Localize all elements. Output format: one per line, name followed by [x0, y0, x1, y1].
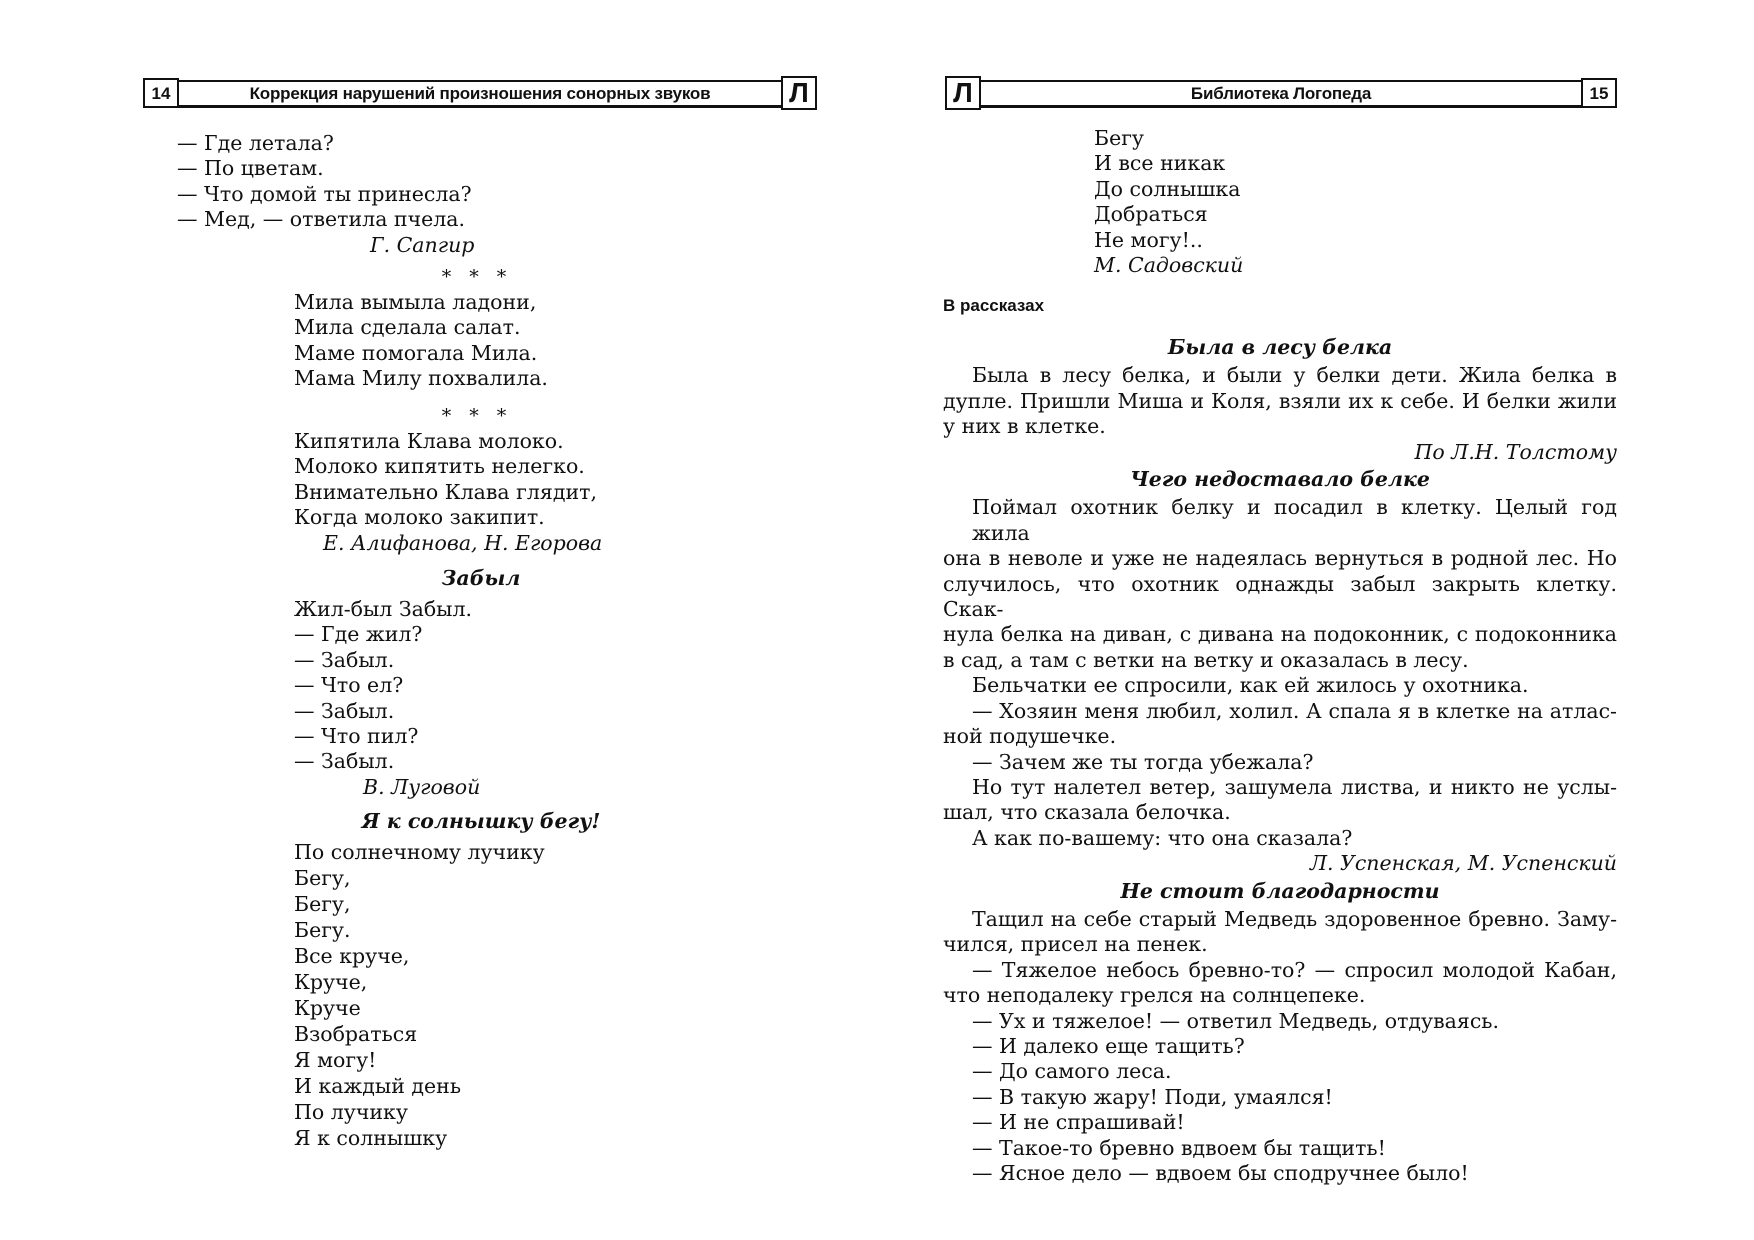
poem-block: [294, 597, 774, 800]
text-line: Поймал охотник белку и посадил в клетку. Целый год жила: [972, 495, 1617, 545]
poem-line: Все круче,: [294, 944, 410, 968]
text-line: что неподалеку грелся на солнцепеке.: [943, 983, 1366, 1008]
logopedia-logo: Л: [945, 76, 981, 110]
text-line: Но тут налетел ветер, зашумела листва, и никто не услы-: [972, 774, 1617, 799]
story-title: Была в лесу белка: [1167, 335, 1393, 359]
text-line: в сад, а там с ветки на ветку и оказалась в лесу.: [943, 647, 1469, 672]
poem-title: Забыл: [441, 566, 521, 590]
dialog-line: — Ясное дело — вдвоем бы сподручнее было!: [972, 1161, 1469, 1185]
text-line: Была в лесу белка, и были у белки дети. Жила белка в: [972, 363, 1617, 388]
poem-line: Круче: [294, 996, 361, 1020]
poem-line: — Забыл.: [294, 749, 395, 774]
poem-title: Я к солнышку бегу!: [361, 809, 601, 833]
poem-line: Я могу!: [294, 1048, 377, 1072]
text-line: у них в клетке.: [943, 414, 1106, 439]
poem-continuation: [1094, 126, 1544, 278]
stories-column: [943, 335, 1617, 1186]
text-line: — Мед, — ответила пчела.: [177, 207, 466, 232]
poem-line: Внимательно Клава глядит,: [294, 479, 597, 504]
logopedia-logo: Л: [781, 76, 817, 110]
poem-line: Не могу!..: [1094, 227, 1203, 252]
poem-line: — Что ел?: [294, 673, 404, 698]
poem-line: По лучику: [294, 1100, 408, 1124]
poem-line: И все никак: [1094, 151, 1226, 176]
text-line: — Зачем же ты тогда убежала?: [972, 749, 1314, 774]
dialog-line: — Ух и тяжелое! — ответил Медведь, отдуваясь.: [972, 1008, 1499, 1033]
poem-line: — Где жил?: [294, 622, 423, 647]
text-line: Тащил на себе старый Медведь здоровенное бревно. Заму-: [972, 906, 1617, 931]
poem-line: Кипятила Клава молоко.: [294, 429, 564, 453]
poem-line: Бегу,: [294, 892, 351, 916]
poem-line: До солнышка: [1094, 176, 1241, 201]
poem-line: Когда молоко закипит.: [294, 505, 545, 530]
poem-block: [294, 429, 774, 556]
text-line: А как по-вашему: что она сказала?: [972, 825, 1353, 850]
poem-line: Бегу,: [294, 866, 351, 890]
story-title: Не стоит благодарности: [1120, 878, 1440, 903]
poem-line: Мама Милу похвалила.: [294, 366, 548, 391]
page-number: 15: [1581, 78, 1617, 108]
right-page: [877, 0, 1754, 1240]
text-line: дупле. Пришли Миша и Коля, взяли их к себе. И белки жили: [943, 388, 1617, 413]
text-line: — Тяжелое небось бревно-то? — спросил молодой Кабан,: [972, 957, 1617, 982]
header-title: Коррекция нарушений произношения сонорных звуков: [177, 80, 783, 108]
poem-line: Мила сделала салат.: [294, 315, 521, 340]
poem-author: Г. Сапгир: [370, 232, 475, 257]
left-running-header: [143, 76, 817, 110]
poem-line: Круче,: [294, 970, 368, 994]
separator: * * *: [441, 266, 513, 288]
dialog-line: — И далеко еще тащить?: [972, 1033, 1245, 1058]
dialog-line: — До самого леса.: [972, 1059, 1172, 1084]
text-line: случилось, что охотник однажды забыл закрыть клетку. Скак-: [943, 571, 1617, 622]
header-title: Библиотека Логопеда: [979, 80, 1583, 108]
dialog-line: — И не спрашивай!: [972, 1110, 1185, 1135]
dialog-block: [177, 131, 777, 258]
poem-block: [294, 290, 774, 392]
section-heading: В рассказах: [943, 296, 1045, 315]
poem-line: Бегу.: [294, 918, 351, 942]
poem-line: Взобраться: [294, 1022, 418, 1046]
poem-line: Я к солнышку: [294, 1126, 448, 1150]
poem-line: По солнечному лучику: [294, 840, 545, 864]
story-title: Чего недоставало белке: [1130, 467, 1430, 492]
story-author: По Л.Н. Толстому: [1414, 439, 1617, 464]
dialog-line: — Такое-то бревно вдвоем бы тащить!: [972, 1135, 1386, 1160]
text-line: — Что домой ты принесла?: [177, 181, 472, 206]
text-line: — Хозяин меня любил, холил. А спала я в клетке на атлас-: [972, 698, 1617, 723]
poem-line: И каждый день: [294, 1074, 461, 1098]
poem-author: М. Садовский: [1094, 253, 1244, 278]
dialog-line: — В такую жару! Поди, умаялся!: [972, 1084, 1333, 1109]
poem-line: — Что пил?: [294, 724, 419, 749]
text-line: она в неволе и уже не надеялась вернуться в родной лес. Но: [943, 546, 1617, 571]
poem-author: Е. Алифанова, Н. Егорова: [323, 530, 603, 555]
text-line: шал, что сказала белочка.: [943, 800, 1231, 825]
text-line: нула белка на диван, с дивана на подоконник, с подоконника: [943, 622, 1617, 647]
poem-author: В. Луговой: [363, 774, 481, 799]
poem-line: Бегу: [1094, 126, 1144, 150]
text-line: чился, присел на пенек.: [943, 932, 1208, 957]
poem-line: — Забыл.: [294, 698, 395, 723]
poem-block: [294, 839, 774, 1151]
separator: * * *: [441, 405, 513, 427]
poem-line: Мила вымыла ладони,: [294, 290, 537, 314]
text-line: ной подушечке.: [943, 724, 1117, 749]
poem-line: Добраться: [1094, 202, 1208, 227]
poem-line: — Забыл.: [294, 647, 395, 672]
text-line: — По цветам.: [177, 156, 324, 181]
poem-line: Молоко кипятить нелегко.: [294, 454, 585, 479]
page-number: 14: [143, 78, 179, 108]
story-author: Л. Успенская, М. Успенский: [1309, 851, 1617, 876]
text-line: Бельчатки ее спросили, как ей жилось у охотника.: [972, 673, 1529, 698]
right-running-header: [945, 76, 1617, 110]
poem-line: Жил-был Забыл.: [294, 597, 473, 621]
poem-line: Маме помогала Мила.: [294, 340, 538, 365]
text-line: — Где летала?: [177, 131, 334, 155]
